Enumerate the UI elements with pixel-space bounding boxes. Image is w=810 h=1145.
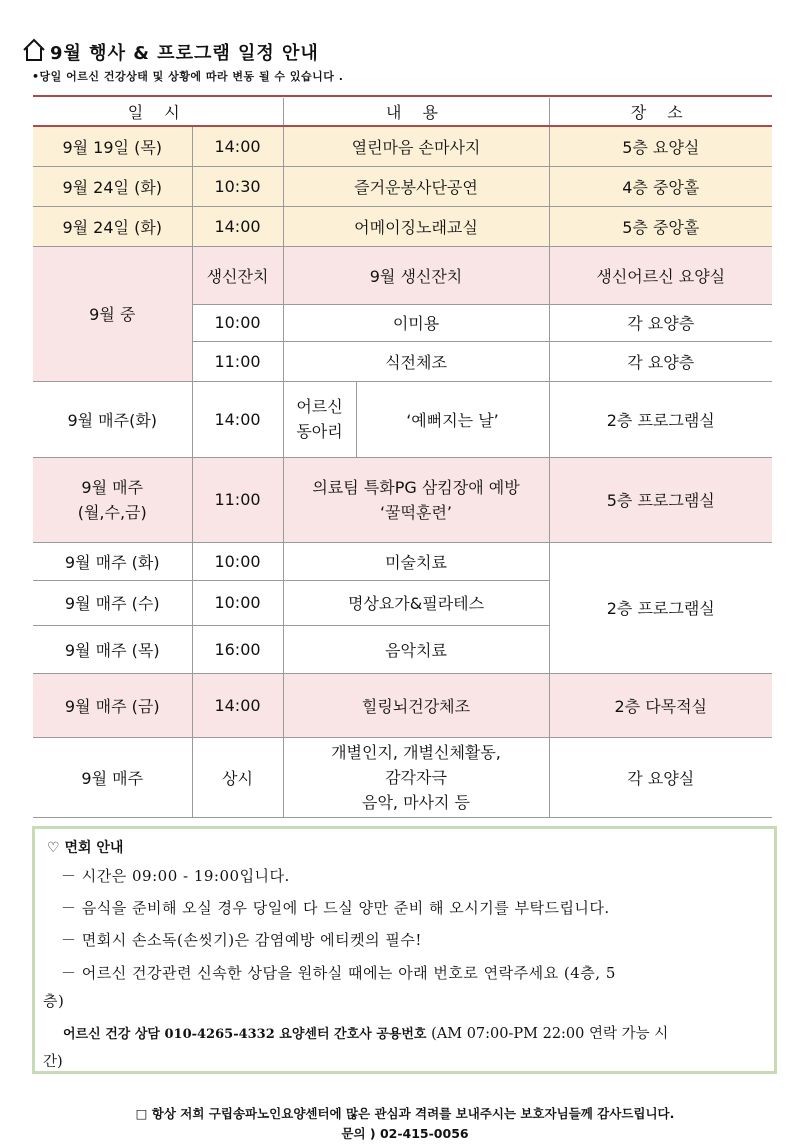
row-time: 14:00 [192,381,283,457]
table-row [33,206,772,246]
medical-date-line1: 9월 매주 [81,477,144,497]
always-content-line3: 음악, 마사지 등 [362,792,470,812]
row-content: 열린마음 손마사지 [283,126,549,166]
row-content: 어메이징노래교실 [283,206,549,246]
row-content: 9월 생신잔치 [283,246,549,304]
row-content: 힐링뇌건강체조 [283,673,549,737]
row-date: 9월 19일 (목) [33,126,192,166]
top-divider [33,95,772,97]
row-place: 2층 다목적실 [549,673,772,737]
row-place: 5층 요양실 [549,126,772,166]
club-group-line1: 어르신 [296,397,343,416]
club-content: ‘예뻐지는 날’ [406,410,499,430]
medical-content-line1: 의료팀 특화PG 삼킴장애 예방 [312,477,520,497]
club-group-line2: 동아리 [296,422,343,441]
footer-contact: 문의 ) 02-415-0056 [341,1126,469,1141]
table-row [33,542,772,580]
row-place: 2층 프로그램실 [549,381,772,457]
row-place: 5층 중앙홀 [549,206,772,246]
footer-thanks-text: 항상 저희 구립송파노인요양센터에 많은 관심과 격려를 보내주시는 보호자님들께 감사드립니다. [151,1106,675,1121]
visit-line: － 시간은 09:00 - 19:00입니다. [61,867,290,885]
row-time: 14:00 [192,673,283,737]
table-row [33,246,772,304]
row-time: 14:00 [192,126,283,166]
row-content [283,737,549,817]
row-place: 각 요양층 [549,341,772,381]
always-content-line1: 개별인지, 개별신체활동, [331,742,501,762]
schedule-notice: •당일 어르신 건강상태 및 상황에 따라 변동 될 수 있습니다 . [32,70,344,83]
row-date: 9월 매주 [33,737,192,817]
row-date: 9월 중 [33,246,192,381]
header-place: 장 소 [549,98,772,126]
row-date: 9월 매주 (금) [33,673,192,737]
header-datetime: 일 시 [33,98,283,126]
footer-thanks [0,1104,810,1122]
row-date: 9월 매주 (수) [33,580,192,625]
row-place: 4층 중앙홀 [549,166,772,206]
row-place: 5층 프로그램실 [549,457,772,542]
row-content: 음악치료 [283,625,549,673]
club-group-label [284,382,357,457]
row-time: 11:00 [192,341,283,381]
row-date: 9월 24일 (화) [33,166,192,206]
row-time: 생신잔치 [192,246,283,304]
row-place: 각 요양층 [549,304,772,341]
table-row [33,737,772,817]
row-time: 16:00 [192,625,283,673]
table-row [33,381,772,457]
visit-line: － 음식을 준비해 오실 경우 당일에 다 드실 양만 준비 해 오시기를 부탁드립니다. [61,899,610,917]
row-date: 9월 매주 (목) [33,625,192,673]
health-contact-line [63,1022,668,1043]
row-content: 명상요가&필라테스 [283,580,549,625]
always-content-line2: 감각자극 [385,767,447,787]
row-time: 상시 [192,737,283,817]
row-content: 미술치료 [283,542,549,580]
row-date [33,457,192,542]
visit-line: 층) [43,992,65,1010]
row-date: 9월 24일 (화) [33,206,192,246]
health-contact-hours: (AM 07:00-PM 22:00 연락 가능 시 [426,1026,669,1042]
page-title-row [22,38,319,66]
row-time: 11:00 [192,457,283,542]
health-contact-bold: 어르신 건강 상담 010-4265-4332 요양센터 간호사 공용번호 [63,1027,427,1042]
row-time: 10:30 [192,166,283,206]
page-title: 9월 행사 & 프로그램 일정 안내 [50,43,319,64]
health-contact-wrap: 간) [43,1054,63,1070]
medical-date-line2: (월,수,금) [77,502,147,522]
table-row [33,166,772,206]
row-place: 생신어르신 요양실 [549,246,772,304]
heart-icon: ♡ [47,840,60,856]
row-place: 2층 프로그램실 [549,542,772,673]
house-icon [22,38,50,66]
header-content: 내 용 [283,98,549,126]
medical-content-line2: ‘꿀떡훈련’ [380,502,452,522]
visit-line: － 면회시 손소독(손씻기)은 감염예방 에티켓의 필수! [61,931,422,949]
visit-title [47,837,123,857]
table-row [33,673,772,737]
row-content [283,457,549,542]
table-row [33,457,772,542]
row-content: 이미용 [283,304,549,341]
row-time: 10:00 [192,580,283,625]
row-time: 10:00 [192,542,283,580]
square-bullet-icon: □ [135,1106,148,1121]
table-row [33,126,772,166]
row-content: 식전체조 [283,341,549,381]
row-date: 9월 매주 (화) [33,542,192,580]
table-header-row [33,98,772,126]
row-time: 14:00 [192,206,283,246]
row-place: 각 요양실 [549,737,772,817]
row-content: 즐거운봉사단공연 [283,166,549,206]
row-date: 9월 매주(화) [33,381,192,457]
visit-info-box [32,826,777,1074]
visit-title-text: 면회 안내 [64,840,124,856]
visit-line: － 어르신 건강관련 신속한 상담을 원하실 때에는 아래 번호로 연락주세요 (4층, 5 [61,964,616,982]
row-content [283,381,549,457]
row-time: 10:00 [192,304,283,341]
schedule-table [33,98,772,818]
